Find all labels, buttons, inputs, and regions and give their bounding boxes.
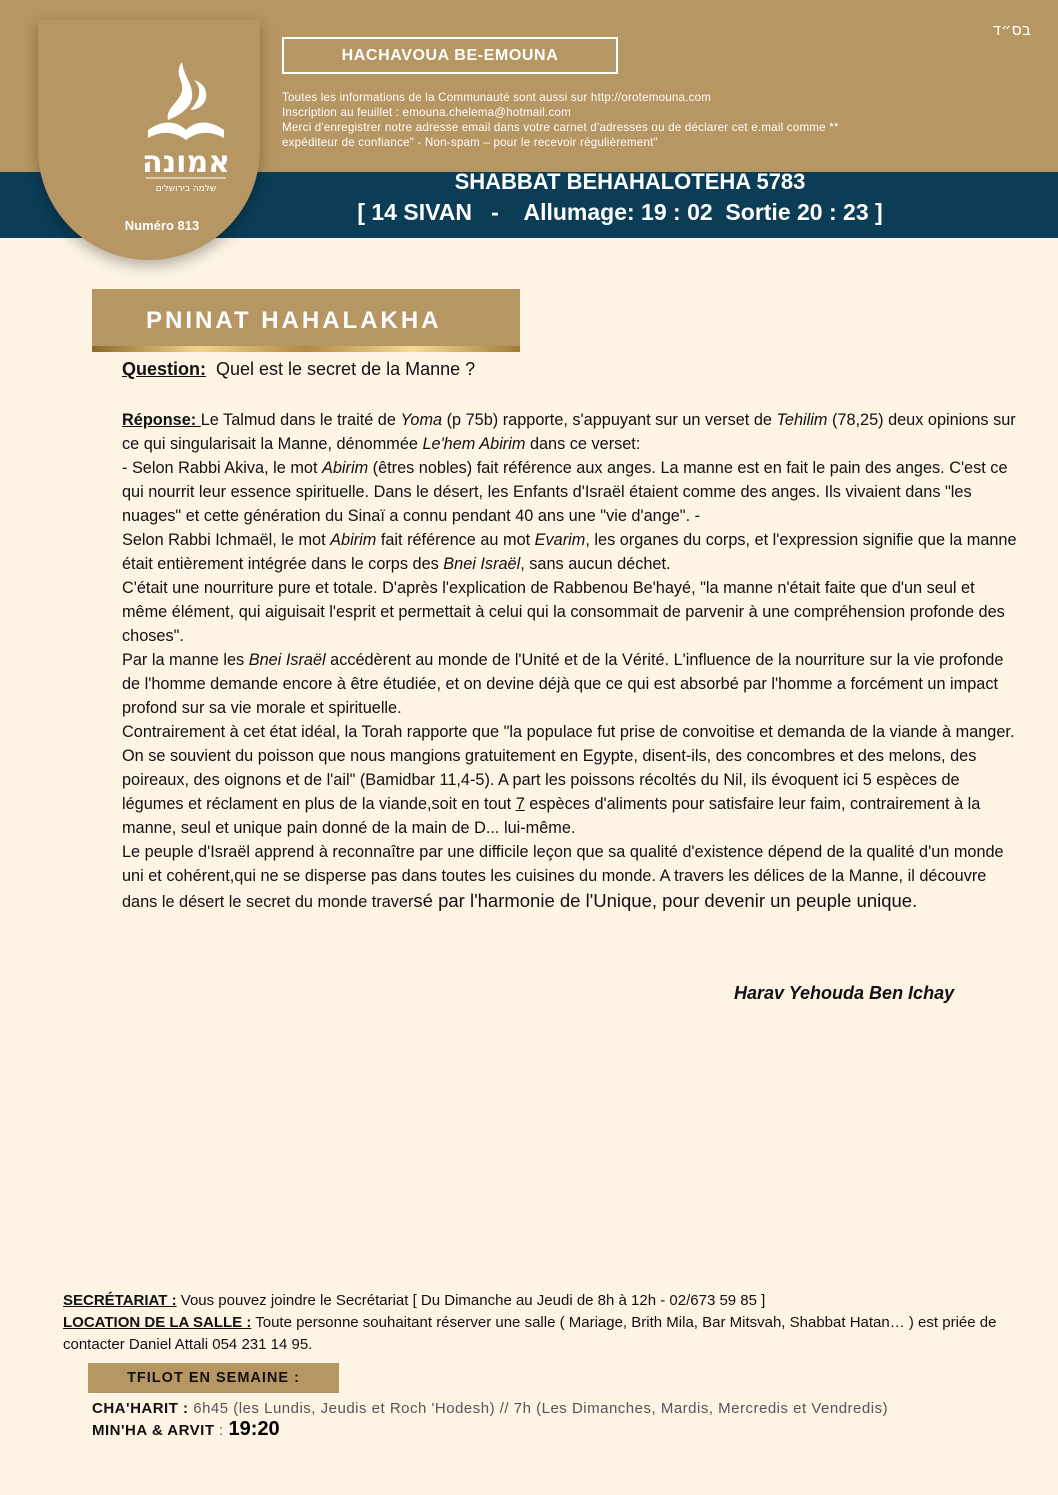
info-line: expéditeur de confiance" - Non-spam – pour le recevoir régulièrement" [282, 136, 658, 149]
svg-text:שלמה בירושלים: שלמה בירושלים [155, 184, 217, 194]
bsd-mark: בס״ד [992, 20, 1031, 39]
question-text: Quel est le secret de la Manne ? [206, 359, 476, 379]
desire-paragraph: Contrairement à cet état idéal, la Torah rapporte que "la populace fut prise de convoitise et demanda de la viande à manger. On se souvient du poisson que nous mangions gratuitement en Egypte, disent-ils, des concombres et des melons, des poireaux, des oignons et de l'ail" (Bamidbar 11,4-5). A part les poissons récoltés du Nil, ils évoquent ici 5 espèces de légumes et réclament en plus de la viande,soit en tout 7 espèces d'aliments pour satisfaire leur faim, contrairement à la manne, seul et unique pain donné de la main de D... lui-même. [122, 723, 1015, 837]
newsletter-title-box [282, 37, 618, 74]
location-notice: LOCATION DE LA SALLE : Toute personne souhaitant réserver une salle ( Mariage, Brith Mila, Bar Mitsvah, Shabbat Hatan… ) est priée de contacter Daniel Attali 054 231 14 95. [63, 1314, 997, 1353]
svg-text:אמונה: אמונה [141, 145, 231, 180]
behaye-paragraph: C'était une nourriture pure et totale. D'après l'explication de Rabbenou Be'hayé, "la manne n'était faite que d'un seul et même élément, qui aiguisait l'esprit et permettait à celui qui la consommait de parvenir à une compréhension profonde des choses". [122, 579, 1005, 645]
info-line: Merci d'enregistrer notre adresse email dans votre carnet d'adresses ou de déclarer cet e.mail comme ** [282, 121, 839, 134]
shabbat-times: [ 14 SIVAN - Allumage: 19 : 02 Sortie 20 : 23 ] [357, 199, 883, 225]
unity-paragraph: Par la manne les Bnei Israël accédèrent au monde de l'Unité et de la Vérité. L'influence de la nourriture sur la vie profonde de l'homme demande encore à être étudiée, et on devine déjà que ce qui est absorbé par l'homme a forcément un impact profond sur sa vie morale et spirituelle. [122, 651, 1004, 717]
footer-notices [63, 1290, 1023, 1356]
info-block [282, 90, 942, 150]
secretariat-notice: SECRÉTARIAT : Vous pouvez joindre le Secrétariat [ Du Dimanche au Jeudi de 8h à 12h - 02/673 59 85 ] [63, 1292, 766, 1309]
lesson-paragraph: Le peuple d'Israël apprend à reconnaître par une difficile leçon que sa qualité d'existence dépend de la qualité d'un monde uni et cohérent,qui ne se disperse pas dans toutes les cuisines du monde. A travers les délices de la Manne, il découvre dans le désert le secret du monde traversé par l'harmonie de l'Unique, pour devenir un peuple unique. [122, 843, 1004, 911]
shabbat-title: SHABBAT BEHAHALOTEHA 5783 [454, 169, 806, 194]
shaharit-line: CHA'HARIT : 6h45 (les Lundis, Jeudis et Roch 'Hodesh) // 7h (Les Dimanches, Mardis, Mercredis et Vendredis) [92, 1400, 889, 1417]
info-line: Inscription au feuillet : emouna.chelema@hotmail.com [282, 106, 571, 119]
author-signature: Harav Yehouda Ben Ichay [734, 983, 955, 1003]
gold-underline [92, 346, 520, 352]
answer-body [122, 408, 1022, 914]
emouna-logo-icon [138, 58, 234, 200]
akiva-paragraph: - Selon Rabbi Akiva, le mot Abirim (êtres nobles) fait référence aux anges. La manne est en fait le pain des anges. C'est ce qui nourrit leur essence spirituelle. Dans le désert, les Enfants d'Israël étaient comme des anges. Ils vivaient dans "les nuages" et cette génération du Sinaï a connu pendant 40 ans une "vie d'ange". - [122, 459, 1008, 525]
section-banner [92, 289, 520, 352]
issue-number: Numéro 813 [124, 218, 200, 233]
question [122, 359, 475, 380]
question-label: Question: [122, 359, 206, 379]
newsletter-title: HACHAVOUA BE-EMOUNA [341, 46, 559, 64]
minha-line: MIN'HA & ARVIT : 19:20 [92, 1418, 280, 1440]
info-line: Toutes les informations de la Communauté sont aussi sur http://orotemouna.com [282, 91, 712, 104]
answer-intro: Réponse: Le Talmud dans le traité de Yoma (p 75b) rapporte, s'appuyant sur un verset de Tehilim (78,25) deux opinions sur ce qui singularisait la Manne, dénommée Le'hem Abirim dans ce verset: [122, 411, 1016, 453]
section-title: PNINAT HAHALAKHA [146, 307, 442, 334]
tfilot-banner: TFILOT EN SEMAINE : [88, 1363, 339, 1393]
answer-label: Réponse: [122, 411, 201, 429]
ichmael-paragraph: Selon Rabbi Ichmaël, le mot Abirim fait référence au mot Evarim, les organes du corps, et l'expression signifie que la manne était entièrement intégrée dans le corps des Bnei Israël, sans aucun déchet. [122, 531, 1017, 573]
